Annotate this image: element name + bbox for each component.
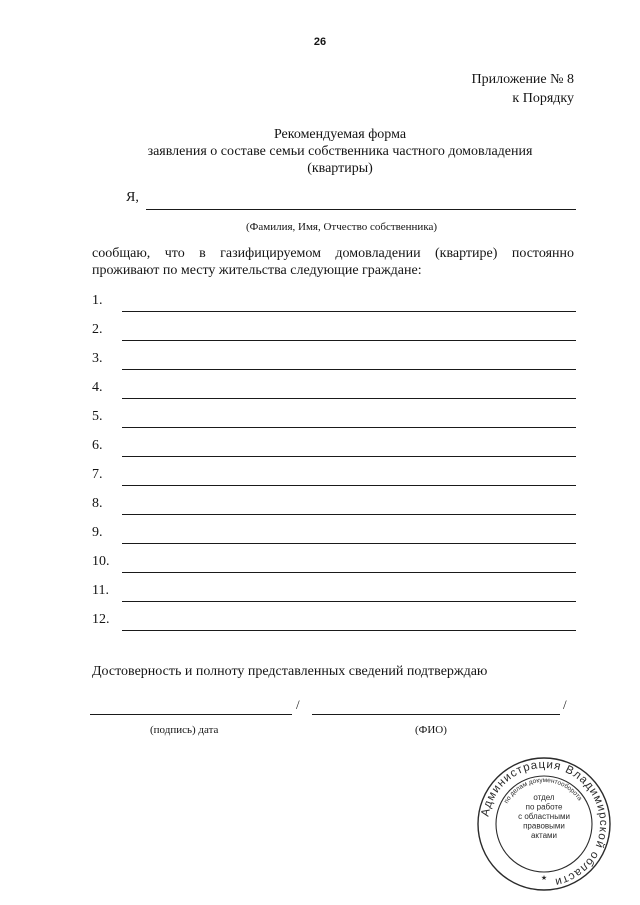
intro-line-1: сообщаю, что в газифицируемом домовладении (квартире) постоянно [92,246,574,261]
owner-name-caption: (Фамилия, Имя, Отчество собственника) [246,221,438,233]
resident-row-number: 8. [92,496,103,511]
resident-row-field[interactable] [122,340,576,341]
intro-paragraph [92,245,574,279]
resident-row-field[interactable] [122,572,576,573]
stamp-inner-text: по делам документооборота [502,776,584,805]
resident-row-number: 9. [92,525,103,540]
resident-row-field[interactable] [122,543,576,544]
stamp-center-text [518,793,570,840]
resident-row-number: 2. [92,322,103,337]
resident-row-number: 3. [92,351,103,366]
resident-row-number: 12. [92,612,110,627]
signature-date-caption: (подпись) дата [150,724,219,736]
resident-row-number: 4. [92,380,103,395]
stamp-center-line: актами [530,831,558,840]
resident-row-field[interactable] [122,630,576,631]
resident-row-field[interactable] [122,514,576,515]
resident-row-field[interactable] [122,369,576,370]
stamp-center-line: с областными [518,812,570,821]
owner-name-field[interactable] [146,209,576,210]
resident-row-number: 5. [92,409,103,424]
official-stamp [476,756,612,892]
form-title-line-1: Рекомендуемая форма [273,127,407,142]
resident-row-number: 7. [92,467,103,482]
resident-row-number: 6. [92,438,103,453]
resident-row-field[interactable] [122,601,576,602]
resident-row-number: 11. [92,583,109,598]
resident-row-number: 10. [92,554,110,569]
stamp-center-line: правовыми [523,821,565,831]
resident-row-number: 1. [92,293,103,308]
page-number: 26 [313,36,327,48]
resident-row-field[interactable] [122,398,576,399]
stamp-center-line: отдел [533,793,555,802]
stamp-star-icon: ★ [540,874,548,882]
resident-row-field[interactable] [122,485,576,486]
resident-row-field[interactable] [122,311,576,312]
signature-date-field[interactable] [90,714,292,715]
resident-row-field[interactable] [122,427,576,428]
signature-slash-1: / [296,697,300,712]
appendix-reference [472,70,575,108]
form-title-line-2: заявления о составе семьи собственника частного домовладения [147,144,533,159]
fio-caption: (ФИО) [415,724,447,736]
resident-row-field[interactable] [122,456,576,457]
intro-line-2: проживают по месту жительства следующие граждане: [92,263,422,278]
signature-slash-2: / [563,697,567,712]
owner-label: Я, [126,190,139,205]
stamp-outer-text: Администрация Владимирской области [479,758,610,889]
fio-field[interactable] [312,714,560,715]
form-title [0,126,640,177]
appendix-document: к Порядку [512,91,574,106]
form-title-line-3: (квартиры) [307,161,373,176]
stamp-center-line: по работе [525,802,563,812]
confirmation-text: Достоверность и полноту представленных сведений подтверждаю [92,664,488,679]
appendix-number: Приложение № 8 [471,72,574,87]
